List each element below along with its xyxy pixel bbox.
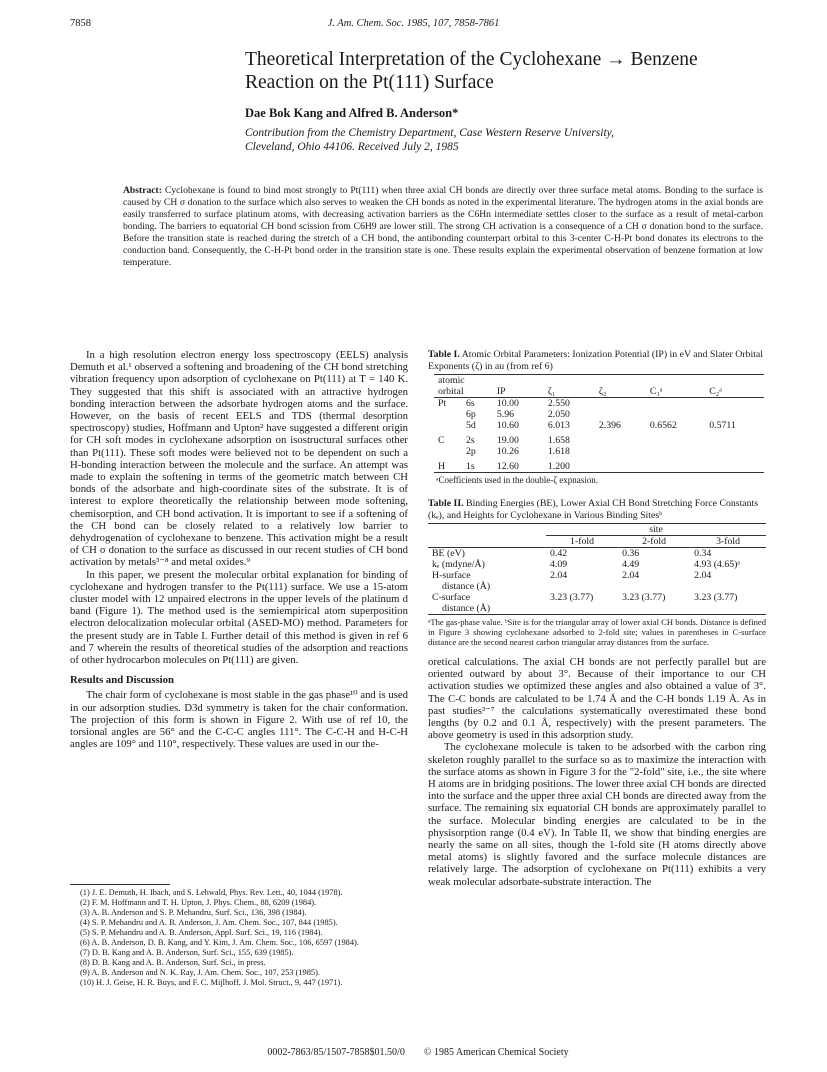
table1-header-c1: C₁ᵃ xyxy=(646,386,705,398)
table1-header-zeta1: ζ₁ xyxy=(544,386,595,398)
table2-col-3fold: 3-fold xyxy=(690,536,766,548)
footnote-rule xyxy=(70,884,170,885)
footnote: (10) H. J. Geise, H. R. Buys, and F. C. Mijlhoff, J. Mol. Struct., 9, 447 (1971). xyxy=(80,978,343,987)
table2-caption xyxy=(428,498,766,521)
abstract-label: Abstract: xyxy=(123,185,162,196)
table-row: Pt 6s 10.00 2.550 xyxy=(438,398,570,409)
right-body-text xyxy=(428,656,766,888)
body-paragraph: oretical calculations. The axial CH bonds are not perfectly parallel but are oriented outward by about 3°. Because of their importance to our CH activation studies we optimized these angles and also obtained a value of 3°. The C-C bonds are calculated to be 1.74 Å and the C-H bonds 1.19 Å. As in past studies³⁻⁷ the calculations systematically overestimated these bond lengths (by 0.2 and 0.1 Å, respectively) with the present parameters. The above geometry is used in this adsorption study. xyxy=(428,656,766,742)
abstract xyxy=(123,185,763,269)
table1-caption xyxy=(428,349,766,372)
table-row: H-surface 2.04 2.04 2.04 xyxy=(432,570,712,581)
table-row: distance (Å) xyxy=(428,603,766,615)
footnote: (5) S. P. Mehandru and A. B. Anderson, Appl. Surf. Sci., 19, 116 (1984). xyxy=(80,928,323,937)
authors: Dae Bok Kang and Alfred B. Anderson* xyxy=(245,106,459,120)
footnote: (1) J. E. Demuth, H. Ibach, and S. Lehwald, Phys. Rev. Lett., 40, 1044 (1978). xyxy=(80,888,343,897)
table-row: H 1s 12.60 1.200 xyxy=(434,461,764,473)
article-title xyxy=(245,48,765,94)
table1-header-zeta2: ζ₂ xyxy=(595,386,646,398)
table1-caption-text: Atomic Orbital Parameters: Ionization Potential (IP) in eV and Slater Orbital Exponents (ζ) in au (from ref 6) xyxy=(428,349,763,372)
publication-code: 0002-7863/85/1507-7858$01.50/0 xyxy=(267,1047,405,1058)
footnote: (8) D. B. Kang and A. B. Anderson, Surf. Sci., in press. xyxy=(80,958,266,967)
left-column xyxy=(70,349,408,751)
copyright-notice: © 1985 American Chemical Society xyxy=(423,1047,569,1058)
table-row: BE (eV) 0.42 0.36 0.34 xyxy=(432,548,712,559)
page-footer xyxy=(70,1047,766,1058)
table1 xyxy=(434,374,764,473)
title-line-2: Reaction on the Pt(111) Surface xyxy=(245,72,494,93)
body-paragraph: In this paper, we present the molecular orbital explanation for binding of cyclohexane and hydrogen transfer to the Pt(111) surface. We use a 15-atom cluster model with 12 unpaired electrons in the upper levels of the platinum d band (Figure 1). The method used is the semiempirical atom superposition electron delocalization molecular orbital (ASED-MO) method. Parameters for the present study are in Table I. Further detail of this method is given in ref 6 and 7 wherein the results of theoretical studies of the adsorption and reactions of other hydrocarbon molecules on Pt(111) are given. xyxy=(70,568,408,667)
abstract-text: Cyclohexane is found to bind most strongly to Pt(111) when three axial CH bonds are directly over three surface metal atoms. Bonding to the surface is caused by CH σ donation to the surface which also serves to weaken the CH bonds as noted in the experimental literature. The hydrogen atoms in the axial bonds are easily transferred to surface platinum atoms, with decreasing activation barriers as the C6Hn intermediate settles closer to the surface as a result of metal-carbon bonding. The barriers to equatorial CH bond scission from C6H9 are lower still. The strong CH activation is a consequence of a CH σ donation bond to the surface. Before the transition state is reached during the stretch of a CH bond, the antibonding counterpart orbital to this 3-center C-H-Pt bond donates its electrons to the conduction band. Consequently, the C-H-Pt bond order in the transition state is one. These results explain the experimental observation of benzene formation at low temperature. xyxy=(123,185,764,268)
running-head xyxy=(70,18,757,34)
body-paragraph: The cyclohexane molecule is taken to be adsorbed with the carbon ring skeleton roughly parallel to the surface so as to maximize the interaction with the surface atoms as shown in Figure 3 for the "2-fold" site, i.e., the site where H atoms are in bridging positions. The lower three axial CH bonds are directed into the surface and the upper three axial CH bonds are directed away from the surface. The remaining six equatorial CH bonds are approximately parallel to the surface. Molecular binding energies are calculated to be in the physisorption range (0.4 eV). In Table II, we show that binding energies are nearly the same on all sites, though the 1-fold site (H atoms directly above metal atoms) is slightly favored and the surface molecule distances are relatively large. The adsorption of cyclohexane on Pt(111) exhibits a very weak molecular adsorbate-substrate interaction. The xyxy=(428,741,766,888)
table-row: C-surface 3.23 (3.77) 3.23 (3.77) 3.23 (3.77) xyxy=(432,592,738,603)
section-heading: Results and Discussion xyxy=(70,674,174,687)
affiliation xyxy=(245,126,765,154)
table2-label: Table II. xyxy=(428,498,464,509)
affiliation-line-1: Contribution from the Chemistry Department, Case Western Reserve University, xyxy=(245,127,615,139)
table2-footnote: ᵃThe gas-phase value. ᵇSite is for the triangular array of lower axial CH bonds. Distance is defined in Figure 3 showing cyclohexane adsorbed to 2-fold site; values in parentheses in C-surface distance are the second nearest carbon triangular array distances from the surface. xyxy=(428,617,766,647)
footnote: (7) D. B. Kang and A. B. Anderson, Surf. Sci., 155, 639 (1985). xyxy=(80,948,294,957)
table-row: 5d 10.60 6.013 2.396 0.6562 0.5711 xyxy=(466,420,736,431)
footnote: (2) F. M. Hoffmann and T. H. Upton, J. Phys. Chem., 88, 6209 (1984). xyxy=(80,898,317,907)
table1-footnote: ᵃCoefficients used in the double-ζ expnasion. xyxy=(436,475,598,485)
footnotes xyxy=(70,884,408,988)
table1-header-c2: C₂ᵃ xyxy=(705,386,764,398)
table-row: kₑ (mdyne/Å) 4.09 4.49 4.93 (4.65)ᵃ xyxy=(432,559,741,570)
table2-col-1fold: 1-fold xyxy=(546,536,618,548)
table1-label: Table I. xyxy=(428,349,460,360)
page-number: 7858 xyxy=(70,18,91,29)
table2-site-header: site xyxy=(546,524,766,536)
table1-header-ip: IP xyxy=(493,386,544,398)
journal-citation: J. Am. Chem. Soc. 1985, 107, 7858-7861 xyxy=(327,18,500,29)
right-column xyxy=(428,349,766,888)
table-row: 6p 5.96 2.050 xyxy=(466,409,570,420)
table-row: distance (Å) xyxy=(442,581,491,592)
footnote: (9) A. B. Anderson and N. K. Ray, J. Am. Chem. Soc., 107, 253 (1985). xyxy=(80,968,320,977)
title-line-1: Theoretical Interpretation of the Cyclohexane → Benzene xyxy=(245,49,698,70)
table1-header-atomic: atomic xyxy=(434,375,493,387)
table2-caption-text: Binding Energies (BE), Lower Axial CH Bond Stretching Force Constants (kₑ), and Heights for Cyclohexane in Various Binding Sitesᵇ xyxy=(428,498,759,521)
table-row: 2p 10.26 1.618 xyxy=(466,446,570,457)
footnote: (3) A. B. Anderson and S. P. Mehandru, Surf. Sci., 136, 398 (1984). xyxy=(80,908,307,917)
table2-col-2fold: 2-fold xyxy=(618,536,690,548)
body-paragraph: The chair form of cyclohexane is most stable in the gas phase¹⁰ and is used in our adsorption studies. D3d symmetry is taken for the chair conformation. The projection of this form is shown in Figure 2. With use of ref 10, the torsional angles are 56° and the C-C-C angles 111°. The C-C-H and H-C-H angles are 109° and 110°, respectively. These values are used in our the- xyxy=(70,689,408,751)
body-paragraph: In a high resolution electron energy loss spectroscopy (EELS) analysis Demuth et al.¹ observed a softening and broadening of the CH bond stretching vibration frequency upon adsorption of cyclohexane on Pt(111) at T = 140 K. They suggested that this shift is associated with an attractive hydrogen bonding interaction between the adsorbate hydrogen atoms and the surface. However, on the basis of recent EELS and TDS (thermal desorption spectroscopy) studies, Hoffmann and Upton² have suggested a different origin for CH soft modes in cyclohexane adsorption on isostructural surfaces other than Pt(111). These soft modes were believed not to be dependent on such a H-bonding interaction between the molecule and the surface. An attempt was made to explain the softening in terms of the geometric match between CH bonds of the adsorbate and high-coordinate sites of the substrate. It is of interest to explore theoretically the relationship between mode softening, chemisorption, and CH bond activation. It is important to see if a softening of the CH bond can be closely related to a relatively low barrier to dehydrogenation of cyclohexane to benzene. This activation might be a result of CH σ donation to the surface as discussed in our recent studies of CH bond activation by metals³⁻⁸ and metal oxides.⁹ xyxy=(70,349,408,569)
table2 xyxy=(428,523,766,615)
footnote: (4) S. P. Mehandru and A. B. Anderson, J. Am. Chem. Soc., 107, 844 (1985). xyxy=(80,918,338,927)
footnote: (6) A. B. Anderson, D. B. Kang, and Y. Kim, J. Am. Chem. Soc., 106, 6597 (1984). xyxy=(80,938,359,947)
table-row: C 2s 19.00 1.658 xyxy=(438,435,570,446)
table1-header-orbital: orbital xyxy=(434,386,493,398)
affiliation-line-2: Cleveland, Ohio 44106. Received July 2, 1985 xyxy=(245,141,459,153)
